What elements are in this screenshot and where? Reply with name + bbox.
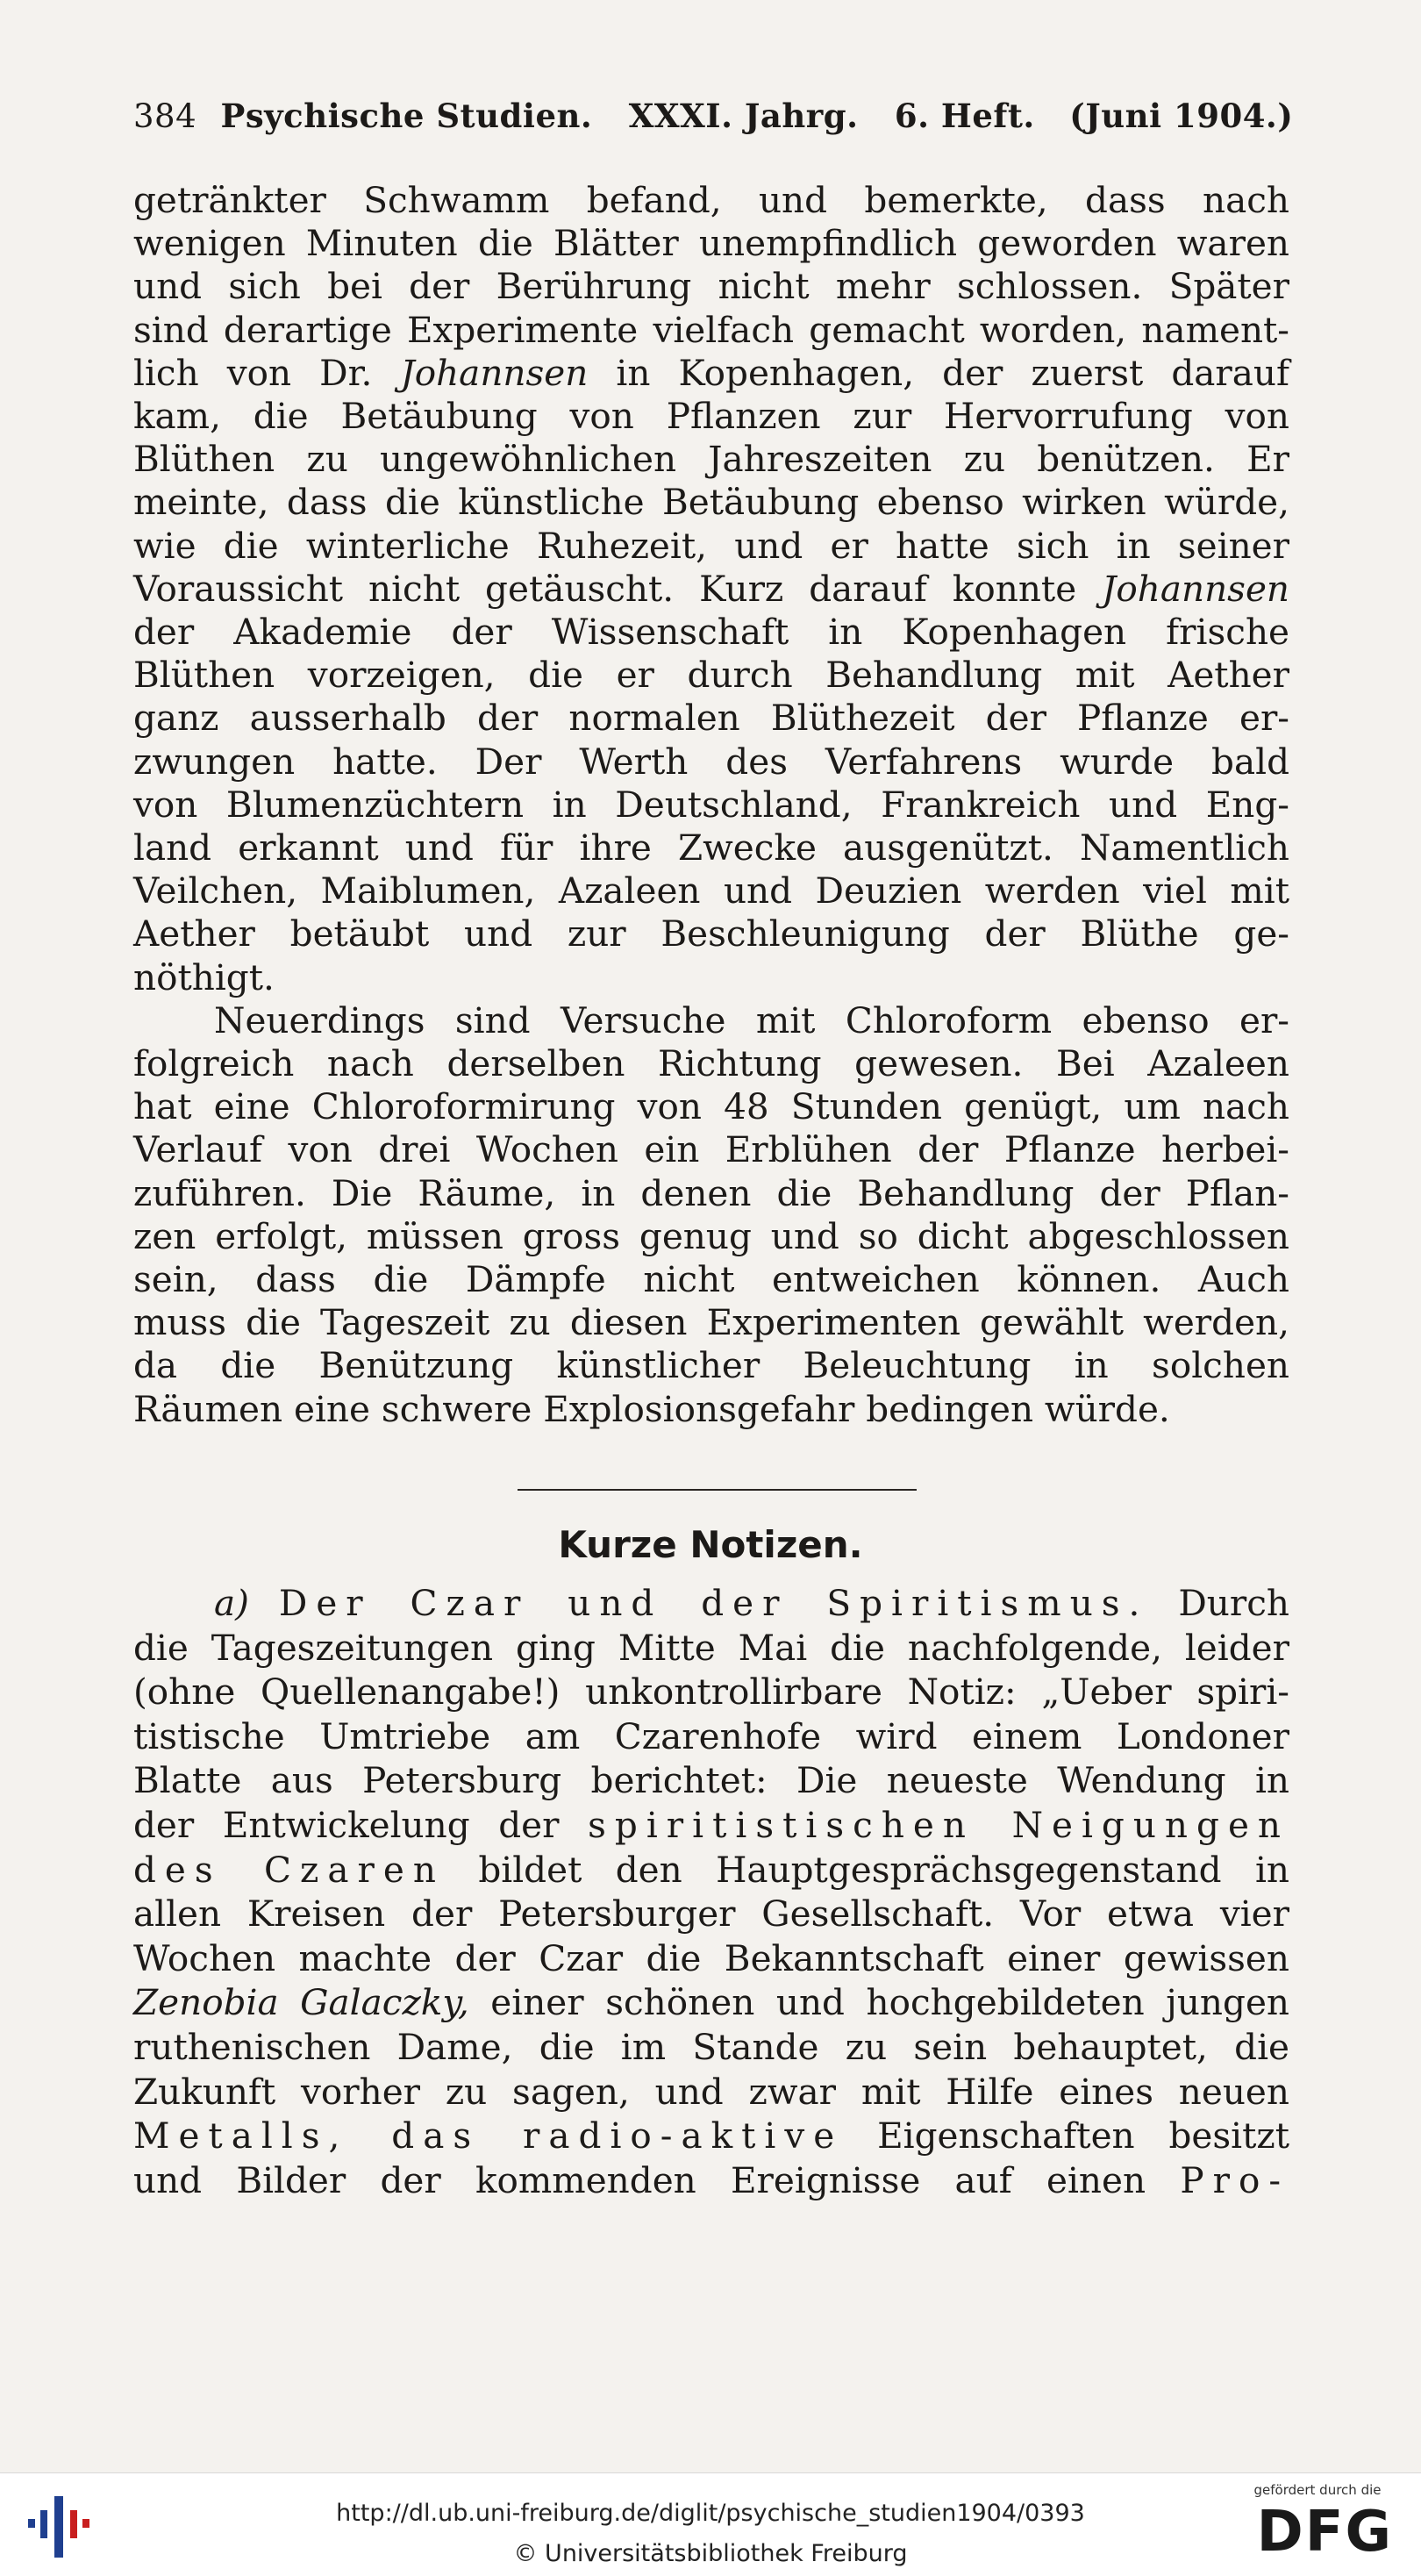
person-name: Zenobia Galaczky, [133, 1981, 469, 2024]
text-line: wie die winterliche Ruhezeit, und er hatte sich in seiner [133, 524, 1289, 567]
text-line: Blüthen vorzeigen, die er durch Behandlung mit Aether [133, 654, 1289, 697]
viewer-footer [0, 2472, 1421, 2576]
text-fragment: einer schönen und hochgebildeten jungen [468, 1981, 1289, 2024]
text-line: die Tageszeitungen ging Mitte Mai die nachfolgende, leider [133, 1626, 1289, 1669]
text-line: hat eine Chloroformirung von 48 Stunden genügt, um nach [133, 1085, 1289, 1128]
text-line: zwungen hatte. Der Werth des Verfahrens wurde bald [133, 740, 1289, 783]
text-line [133, 2158, 1289, 2203]
text-line: und sich bei der Berührung nicht mehr schlossen. Später [133, 265, 1289, 308]
text-line: meinte, dass die künstliche Betäubung ebenso wirken würde, [133, 481, 1289, 524]
notiz-text [133, 1581, 1289, 2202]
text-line: allen Kreisen der Petersburger Gesellschaft. Vor etwa vier [133, 1893, 1289, 1936]
text-line [133, 568, 1289, 611]
text-line: Aether betäubt und zur Beschleunigung der Blüthe ge- [133, 912, 1289, 955]
emphasis-spaced: Pro- [1180, 2158, 1290, 2201]
journal-date: (Juni 1904.) [1069, 97, 1294, 135]
text-line: tistische Umtriebe am Czarenhofe wird einem Londoner [133, 1714, 1289, 1757]
text-line: Veilchen, Maiblumen, Azaleen und Deuzien werden viel mit [133, 869, 1289, 912]
text-line: von Blumenzüchtern in Deutschland, Frankreich und Eng- [133, 783, 1289, 826]
text-fragment: Eigenschaften besitzt [877, 2114, 1289, 2157]
emphasis-spaced: spiritistischen Neigungen [588, 1803, 1289, 1846]
text-line: ruthenischen Dame, die im Stande zu sein behauptet, die [133, 2025, 1289, 2068]
text-line [133, 1848, 1289, 1893]
text-line [133, 1980, 1289, 2025]
text-line: Blatte aus Petersburg berichtet: Die neueste Wendung in [133, 1759, 1289, 1802]
section-heading: Kurze Notizen. [558, 1523, 863, 1566]
text-line: sind derartige Experimente vielfach gemacht worden, nament- [133, 308, 1289, 351]
text-line [133, 2114, 1289, 2158]
text-fragment: und Bilder der kommenden Ereignisse auf einen [133, 2158, 1146, 2201]
text-fragment: Voraussicht nicht getäuscht. Kurz darauf konnte [133, 567, 1103, 610]
text-line: folgreich nach derselben Richtung gewesen. Bei Azaleen [133, 1042, 1289, 1085]
person-name: Johannsen [400, 351, 589, 394]
person-name: Johannsen [1102, 567, 1289, 610]
text-fragment: bildet den Hauptgesprächsgegenstand in [478, 1848, 1289, 1891]
text-fragment: der Entwickelung der [133, 1803, 560, 1846]
text-line: muss die Tageszeit zu diesen Experimenten gewählt werden, [133, 1301, 1289, 1344]
emphasis-spaced: des Czaren [133, 1848, 445, 1891]
text-line: land erkannt und für ihre Zwecke ausgenützt. Namentlich [133, 826, 1289, 869]
text-line: Räumen eine schwere Explosionsgefahr bedingen würde. [133, 1387, 1170, 1430]
document-url-link[interactable]: http://dl.ub.uni-freiburg.de/diglit/psychische_studien1904/0393 [336, 2500, 1085, 2527]
text-line [133, 352, 1289, 395]
text-line: kam, die Betäubung von Pflanzen zur Hervorrufung von [133, 395, 1289, 438]
journal-volume: XXXI. Jahrg. [628, 97, 859, 135]
text-fragment: Durch [1178, 1582, 1290, 1624]
text-line: (ohne Quellenangabe!) unkontrollirbare Notiz: „Ueber spiri- [133, 1671, 1289, 1714]
text-line: sein, dass die Dämpfe nicht entweichen können. Auch [133, 1258, 1289, 1301]
text-fragment: in Kopenhagen, der zuerst darauf [588, 351, 1289, 394]
text-line: wenigen Minuten die Blätter unempfindlich geworden waren [133, 222, 1289, 265]
text-line: Zukunft vorher zu sagen, und zwar mit Hilfe eines neuen [133, 2070, 1289, 2113]
item-marker: a) [214, 1582, 249, 1624]
section-divider [518, 1489, 917, 1491]
text-line: der Akademie der Wissenschaft in Kopenhagen frische [133, 611, 1289, 654]
journal-title: Psychische Studien. [220, 97, 593, 135]
text-line: Neuerdings sind Versuche mit Chloroform ebenso er- [214, 998, 1289, 1041]
text-fragment: lich von Dr. [133, 351, 401, 394]
body-text [133, 179, 1289, 1431]
text-line: nöthigt. [133, 955, 275, 998]
text-line: Verlauf von drei Wochen ein Erblühen der Pflanze herbei- [133, 1128, 1289, 1171]
text-line: zen erfolgt, müssen gross genug und so dicht abgeschlossen [133, 1214, 1289, 1257]
running-header [133, 97, 1294, 135]
text-line: getränkter Schwamm befand, und bemerkte, dass nach [133, 179, 1289, 221]
text-line: da die Benützung künstlicher Beleuchtung in solchen [133, 1344, 1289, 1387]
text-line: Blüthen zu ungewöhnlichen Jahreszeiten zu benützen. Er [133, 438, 1289, 481]
page-number: 384 [133, 97, 197, 135]
funding-note: gefördert durch die [1253, 2482, 1382, 2498]
copyright-notice: © Universitätsbibliothek Freiburg [513, 2540, 908, 2567]
text-line: Wochen machte der Czar die Bekanntschaft einer gewissen [133, 1936, 1289, 1979]
text-line: zuführen. Die Räume, in denen die Behandlung der Pflan- [133, 1171, 1289, 1214]
emphasis-spaced: Metalls, das radio-aktive [133, 2114, 844, 2157]
dfg-logo: DFG [1256, 2500, 1393, 2565]
journal-issue: 6. Heft. [894, 97, 1035, 135]
text-line: ganz ausserhalb der normalen Blüthezeit der Pflanze er- [133, 697, 1289, 740]
text-line [133, 1803, 1289, 1848]
notiz-title: Der Czar und der Spiritismus. [278, 1582, 1149, 1624]
text-line [133, 1581, 1289, 1626]
